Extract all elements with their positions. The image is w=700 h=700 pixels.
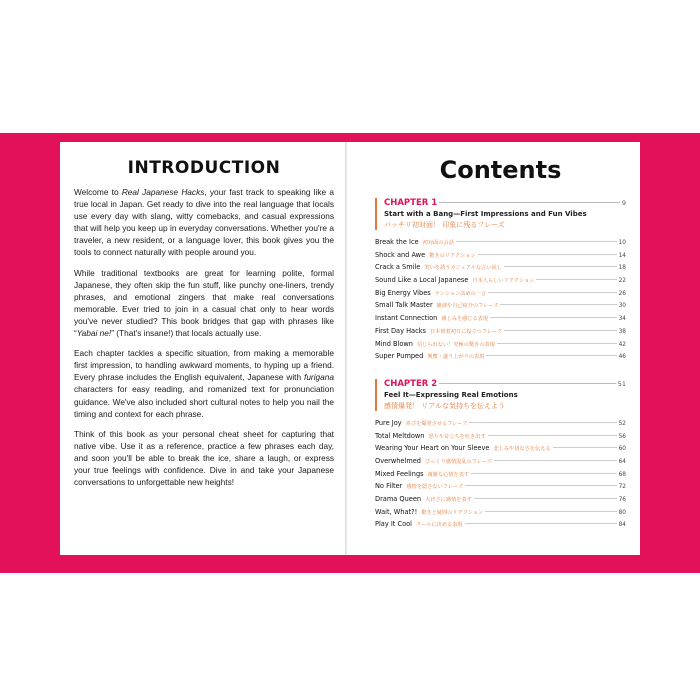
intro-p1-text-b: , your fast track to speaking like a true local in Japan. Get ready to dive into the real language that locals use every day with slang, witty comebacks, and casual expressions that will help you keep up in everyday conversations. Whether you're a traveler, a new resident, or a language lover, this book gives you the tools to connect naturally with people around you.	[74, 187, 334, 258]
intro-p3-text-b: characters for easy reading, and romanized text for pronunciation guidance. We've also included short cultural notes to help you nail the timing and context for each phrase.	[74, 384, 334, 419]
toc-entry-page: 26	[618, 290, 626, 297]
toc-entry-japanese: 驚きのリアクション	[429, 252, 476, 259]
chapter-1-entries	[375, 238, 626, 365]
toc-entry-japanese: 悲しみや切なさを伝える	[493, 446, 551, 453]
toc-entry-page: 72	[618, 484, 626, 491]
intro-paragraph-3	[74, 347, 334, 420]
toc-entry-title: Small Talk Master	[375, 301, 433, 310]
toc-entry-page: 22	[618, 278, 626, 285]
intro-p1-text-a: Welcome to	[74, 187, 122, 197]
chapter-1-subtitle: Start with a Bang—First Impressions and Fun Vibes	[384, 210, 587, 218]
toc-entry-page: 80	[618, 509, 626, 516]
toc-entry-japanese: 日本人らしいリアクション	[472, 278, 535, 285]
dot-leader	[490, 317, 617, 318]
chapter-2-page: 51	[617, 379, 626, 388]
toc-entry-title: Sound Like a Local Japanese	[375, 276, 469, 285]
chapter-1-block	[375, 198, 626, 230]
toc-entry-page: 18	[618, 265, 626, 272]
chapter-2-block	[375, 379, 626, 411]
toc-entry-title: Play It Cool	[375, 520, 412, 529]
toc-entry-japanese: 日本到着初日に役立つフレーズ	[429, 328, 503, 335]
toc-entry-title: Wearing Your Heart on Your Sleeve	[375, 444, 490, 453]
dot-leader	[465, 485, 617, 486]
toc-entry[interactable]	[375, 520, 626, 533]
chapter-1-japanese-subtitle: バッチリ初対面！ 印象に残るフレーズ	[384, 221, 505, 229]
toc-entry-japanese: 感情を隠さないフレーズ	[406, 484, 464, 491]
toc-entry-japanese: テンション高めの一言	[434, 290, 487, 297]
chapter-2-heading[interactable]	[384, 379, 626, 389]
chapter-1-heading[interactable]	[384, 198, 626, 208]
toc-entry[interactable]	[375, 276, 626, 289]
toc-entry-title: First Day Hacks	[375, 326, 426, 335]
toc-entry-japanese: 親しみを感じる表現	[441, 316, 489, 323]
toc-entry[interactable]	[375, 495, 626, 508]
chapter-2-entries	[375, 419, 626, 533]
intro-paragraph-2	[74, 267, 334, 340]
toc-entry-page: 52	[618, 420, 626, 427]
dot-leader	[488, 435, 617, 436]
dot-leader	[465, 523, 617, 524]
chapter-1-page: 9	[621, 199, 626, 207]
chapter-1-label: CHAPTER 1	[384, 198, 438, 208]
toc-entry-japanese: 怒りや苛立ちを吐き出す	[428, 433, 486, 440]
chapter-2-subtitle: Feel It—Expressing Real Emotions	[384, 390, 518, 399]
toc-entry-japanese: 喜びを爆発させるフレーズ	[405, 420, 468, 427]
toc-entry-japanese: クールに決める表現	[415, 522, 463, 529]
chapter-2-label: CHAPTER 2	[384, 378, 438, 389]
toc-entry-page: 30	[618, 303, 626, 310]
intro-p2-text-a: While traditional textbooks are great for learning polite, formal Japanese, they often skip the fun stuff, like punchy one-liners, trendy phrases, and emotional zingers that make real conversations memorable. Ever tried to join in a casual chat only to hear words you've never studied? This book bridges that gap with phrases like “	[74, 267, 334, 339]
dot-leader	[494, 460, 617, 461]
toc-entry-title: Drama Queen	[375, 495, 422, 503]
toc-entry-page: 68	[618, 471, 626, 478]
toc-entry-japanese: 信じられない！究極の驚きの表現	[416, 341, 495, 348]
contents-page	[347, 142, 640, 555]
intro-p3-term: furigana	[304, 372, 334, 383]
toc-entry-japanese: 大げさに感情を表す	[425, 497, 472, 503]
toc-entry-japanese: 雑談や自己紹介のフレーズ	[436, 303, 499, 310]
toc-entry-page: 14	[618, 252, 626, 259]
toc-entry-title: Instant Connection	[375, 314, 438, 323]
toc-entry[interactable]	[375, 314, 626, 327]
dot-leader	[488, 292, 617, 293]
dot-leader	[497, 343, 617, 344]
dot-leader	[536, 279, 616, 280]
toc-entry[interactable]	[375, 432, 626, 445]
toc-entry-japanese: 興奮・盛り上がりの表現	[427, 354, 485, 361]
toc-entry-page: 38	[618, 328, 626, 335]
toc-entry-title: Pure Joy	[375, 418, 402, 427]
toc-entry-page: 76	[618, 497, 626, 503]
intro-p2-phrase: Yabai ne!	[76, 328, 112, 339]
intro-p1-book-title: Real Japanese Hacks	[121, 187, 205, 197]
toc-entry[interactable]	[375, 457, 626, 470]
toc-entry[interactable]	[375, 238, 626, 251]
toc-entry[interactable]	[375, 352, 626, 365]
introduction-title: INTRODUCTION	[127, 158, 281, 178]
dot-leader	[439, 383, 616, 384]
toc-entry-title: Shock and Awe	[375, 250, 426, 259]
dot-leader	[456, 241, 617, 242]
toc-entry-page: 56	[618, 433, 626, 440]
intro-paragraph-4: Think of this book as your personal cheat sheet for capturing that native vibe. Use it as a reference, practice a few phrases each day, and soon you'll be able to break the ice, share a laugh, or express your true feelings with confidence. Dive in and take your Japanese conversations to unforgettable new heights!	[74, 428, 334, 488]
toc-entry[interactable]	[375, 508, 626, 521]
toc-entry-title: Overwhelmed	[375, 456, 421, 465]
dot-leader	[478, 254, 617, 255]
dot-leader	[474, 498, 617, 499]
dot-leader	[553, 447, 617, 448]
toc-entry-page: 60	[618, 446, 626, 453]
chapter-2-japanese-subtitle: 感情爆発！ リアルな気持ちを伝えよう	[384, 401, 505, 410]
toc-entry-japanese: びっくり感情混乱のフレーズ	[425, 458, 492, 465]
toc-entry-title: Total Meltdown	[375, 431, 425, 440]
toc-entry[interactable]	[375, 470, 626, 483]
dot-leader	[504, 266, 617, 267]
dot-leader	[504, 330, 616, 331]
toc-entry[interactable]	[375, 419, 626, 432]
contents-title: Contents	[439, 156, 562, 184]
toc-entry-page: 10	[618, 240, 626, 246]
introduction-page	[60, 142, 346, 555]
dot-leader	[486, 355, 616, 356]
toc-entry-title: Wait, What?!	[375, 507, 418, 516]
toc-entry-title: Mind Blown	[375, 339, 413, 348]
dot-leader	[439, 202, 620, 203]
toc-entry[interactable]	[375, 251, 626, 264]
toc-entry[interactable]	[375, 327, 626, 340]
toc-entry-page: 84	[618, 522, 626, 529]
toc-entry[interactable]	[375, 301, 626, 314]
toc-entry[interactable]	[375, 263, 626, 276]
toc-entry-title: Crack a Smile	[375, 263, 421, 272]
intro-p2-text-b: ” (That's insane!) that locals actually use.	[111, 328, 262, 339]
dot-leader	[471, 473, 617, 474]
toc-entry-title: No Filter	[375, 482, 403, 491]
chapter-spacer	[375, 365, 626, 379]
toc-entry-page: 46	[618, 354, 626, 361]
intro-p3-text-a: Each chapter tackles a specific situation, from making a memorable first impression, to handling awkward moments, to hyping up a friend. Every phrase includes the English equivalent, Japanese with	[74, 348, 334, 383]
dot-leader	[500, 304, 616, 305]
intro-paragraph-1	[74, 186, 334, 259]
toc-entry-japanese: 初対面の会話	[422, 240, 454, 246]
toc-entry-japanese: 笑いを誘うカジュアルな言い回し	[424, 265, 502, 272]
toc-entry[interactable]	[375, 444, 626, 457]
toc-entry-japanese: 驚きと疑問のリアクション	[421, 509, 484, 516]
toc-entry-title: Big Energy Vibes	[375, 288, 431, 297]
toc-entry[interactable]	[375, 289, 626, 302]
dot-leader	[485, 511, 616, 512]
toc-entry[interactable]	[375, 482, 626, 495]
toc-entry-page: 42	[618, 341, 626, 348]
toc-entry-japanese: 複雑な心情を表す	[427, 471, 470, 478]
toc-entry-title: Mixed Feelings	[375, 469, 424, 478]
dot-leader	[469, 422, 616, 423]
toc-entry-title: Super Pumped	[375, 352, 424, 361]
toc-entry-page: 64	[618, 458, 626, 465]
toc-entry-title: Break the Ice	[375, 238, 419, 246]
toc-entry-page: 34	[618, 316, 626, 323]
toc-entry[interactable]	[375, 340, 626, 353]
